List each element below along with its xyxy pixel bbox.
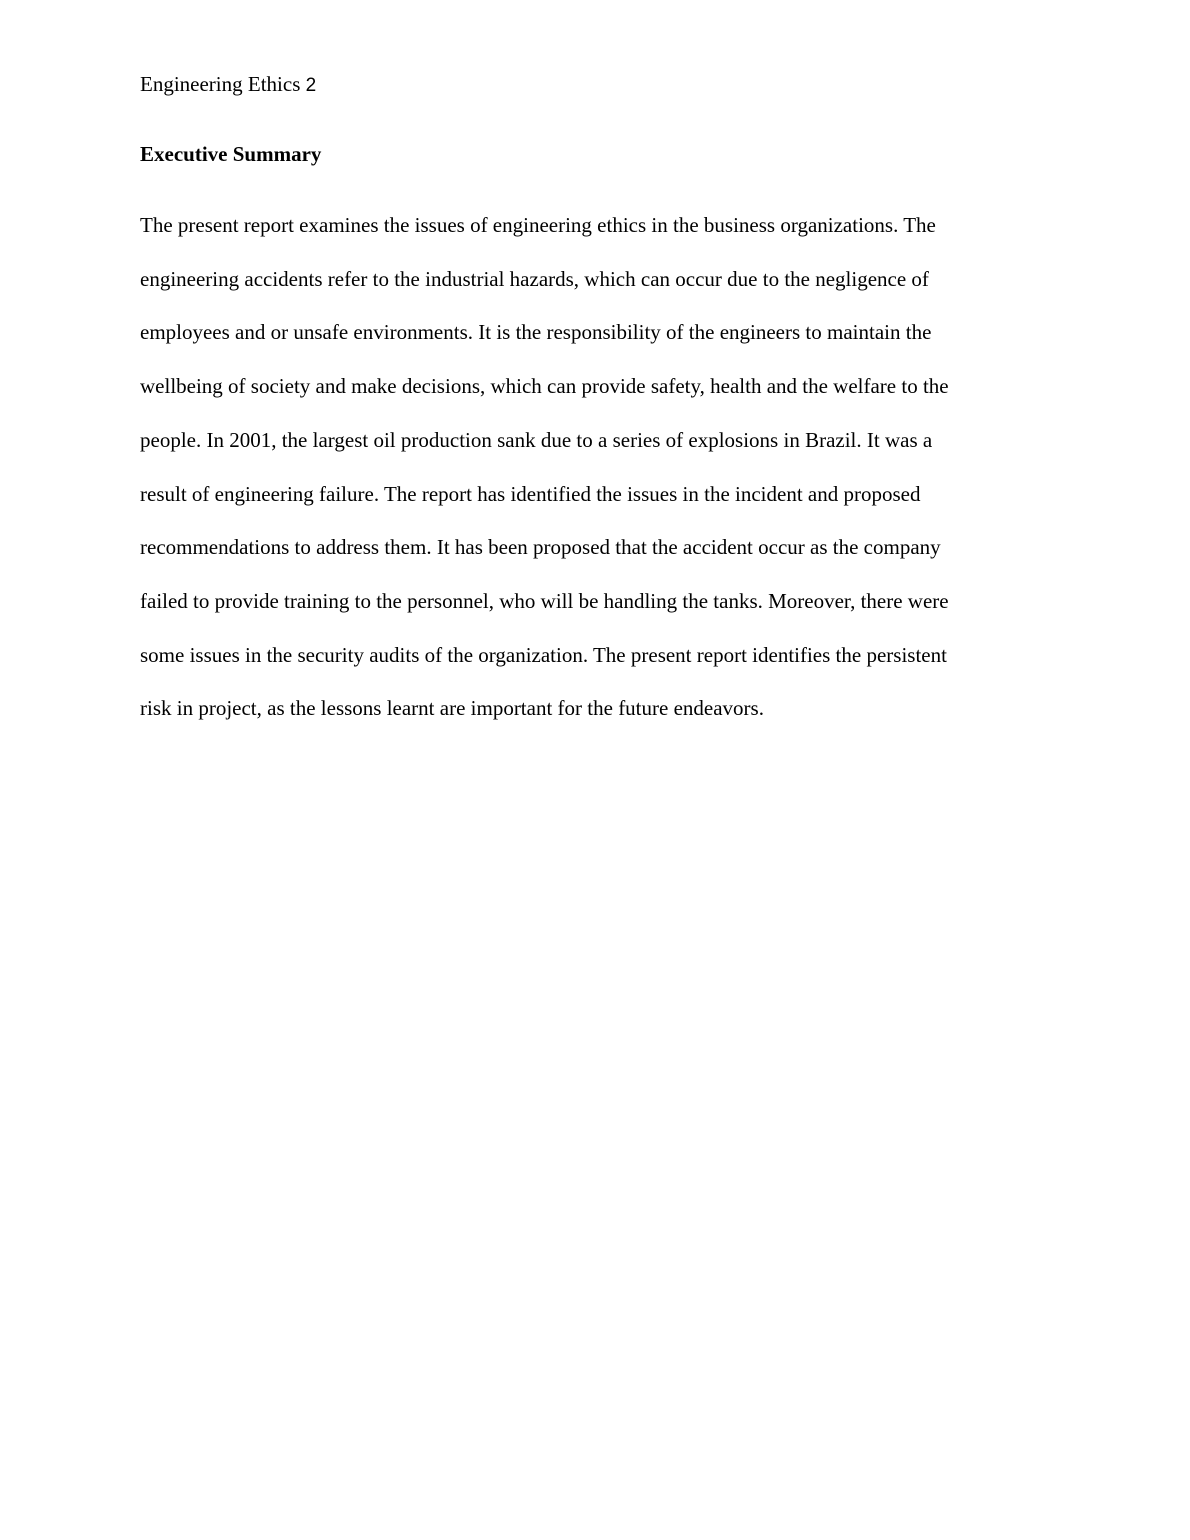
paragraph-line: some issues in the security audits of the organization. The present report identifies the persistent bbox=[140, 642, 947, 667]
paragraph-line: wellbeing of society and make decisions, which can provide safety, health and the welfare to the bbox=[140, 374, 949, 399]
paragraph-line: people. In 2001, the largest oil production sank due to a series of explosions in Brazil. It was a bbox=[140, 427, 933, 452]
executive-summary-paragraph bbox=[140, 199, 1060, 736]
page-number: 2 bbox=[305, 75, 317, 96]
running-head bbox=[140, 70, 316, 100]
paragraph-line: risk in project, as the lessons learnt are important for the future endeavors. bbox=[140, 696, 764, 721]
running-title: Engineering Ethics bbox=[140, 72, 301, 96]
section-heading: Executive Summary bbox=[140, 142, 322, 166]
paragraph-line: engineering accidents refer to the industrial hazards, which can occur due to the negligence of bbox=[140, 266, 929, 291]
paragraph-line: The present report examines the issues of engineering ethics in the business organizations. The bbox=[140, 213, 936, 237]
paragraph-line: failed to provide training to the personnel, who will be handling the tanks. Moreover, there were bbox=[140, 588, 949, 613]
paragraph-line: employees and or unsafe environments. It is the responsibility of the engineers to maintain the bbox=[140, 320, 932, 345]
paragraph-line: result of engineering failure. The report has identified the issues in the incident and proposed bbox=[140, 481, 921, 506]
paragraph-line: recommendations to address them. It has been proposed that the accident occur as the company bbox=[140, 535, 941, 560]
